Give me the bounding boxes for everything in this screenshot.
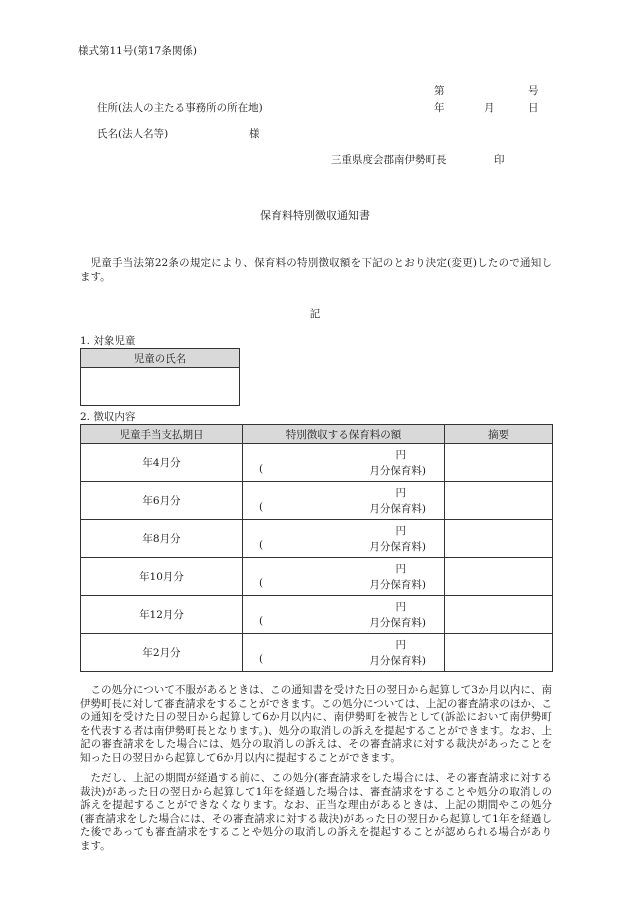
recipient-name-label: 氏名(法人名等) [97,128,169,140]
month-fee-label: 月分保育料) [369,655,426,667]
child-name-header: 児童の氏名 [81,349,240,368]
appeal-proviso-paragraph: ただし、上記の期間が経過する前に、この処分(審査請求をした場合には、その審査請求に対する裁決)があった日の翌日から起算して1年を経過した場合は、審査請求をすることや処分の取消しの訴えを提起することができなくなります。なお、正当な理由があるときは、上記の期間やこの処分(審査請求をした場合には、その審査請求に対する裁決)があった日の翌日から起算して1年を経過した後であっても審査請求をすることや処分の取消しの訴えを提起することが認められる場合があります。 [80,772,552,852]
intro-paragraph: 児童手当法第22条の規定により、保育料の特別徴収額を下記のとおり決定(変更)したので通知します。 [80,257,552,283]
month-fee-label: 月分保育料) [369,617,426,629]
table-row [81,596,553,634]
paren-open: ( [259,577,264,589]
yen-label: 円 [395,639,406,651]
amount-cell [243,520,445,558]
paren-open: ( [259,539,264,551]
amount-cell [243,596,445,634]
paren-open: ( [259,463,264,475]
amount-cell [243,558,445,596]
amount-cell [243,634,445,672]
amount-cell [243,444,445,482]
appeal-notice-paragraph: この処分について不服があるときは、この通知書を受けた日の翌日から起算して3か月以内に、南伊勢町長に対して審査請求をすることができます。この処分については、上記の審査請求のほか、この通知を受けた日の翌日から起算して6か月以内に、南伊勢町を被告として(訴訟において南伊勢町を代表する者は南伊勢町長となります。)、処分の取消しの訴えを提起することができます。なお、上記の審査請求をした場合には、処分の取消しの訴えは、その審査請求に対する裁決があったことを知った日の翌日から起算して6か月以内に提起することができます。 [80,684,552,764]
date-day-label: 日 [528,102,539,114]
note-cell [445,482,553,520]
issuer: 三重県度会郡南伊勢町長 [331,154,447,166]
yen-label: 円 [395,449,406,461]
col-header-amount: 特別徴収する保育料の額 [243,425,445,444]
seal-mark: 印 [494,154,505,166]
number-label-dai: 第 [434,85,445,97]
note-cell [445,634,553,672]
month-fee-label: 月分保育料) [369,541,426,553]
table-row [81,444,553,482]
date-year-label: 年 [434,102,445,114]
month-fee-label: 月分保育料) [369,465,426,477]
document-title: 保育料特別徴収通知書 [260,209,370,222]
yen-label: 円 [395,563,406,575]
note-cell [445,558,553,596]
period-cell: 年2月分 [81,634,243,672]
col-header-note: 摘要 [445,425,553,444]
note-cell [445,596,553,634]
collection-table [80,424,553,672]
month-fee-label: 月分保育料) [369,503,426,515]
honorific-sama: 様 [249,128,260,140]
table-row [81,558,553,596]
paren-open: ( [259,615,264,627]
ki-label: 記 [309,308,321,320]
table-row [81,482,553,520]
note-cell [445,520,553,558]
month-fee-label: 月分保育料) [369,579,426,591]
period-cell: 年6月分 [81,482,243,520]
number-label-go: 号 [528,85,539,97]
child-name-cell [81,368,240,406]
target-child-table [80,348,240,406]
form-id: 様式第11号(第17条関係) [78,45,197,57]
yen-label: 円 [395,525,406,537]
amount-cell [243,482,445,520]
address-label: 住所(法人の主たる事務所の所在地) [97,102,263,114]
col-header-payment-date: 児童手当支払期日 [81,425,243,444]
section1-heading: 1. 対象児童 [80,335,136,347]
paren-open: ( [259,501,264,513]
table-row [81,520,553,558]
yen-label: 円 [395,487,406,499]
period-cell: 年10月分 [81,558,243,596]
date-month-label: 月 [484,102,495,114]
period-cell: 年8月分 [81,520,243,558]
paren-open: ( [259,653,264,665]
section2-heading: 2. 徴収内容 [80,411,136,423]
yen-label: 円 [395,601,406,613]
period-cell: 年4月分 [81,444,243,482]
table-row [81,634,553,672]
note-cell [445,444,553,482]
period-cell: 年12月分 [81,596,243,634]
